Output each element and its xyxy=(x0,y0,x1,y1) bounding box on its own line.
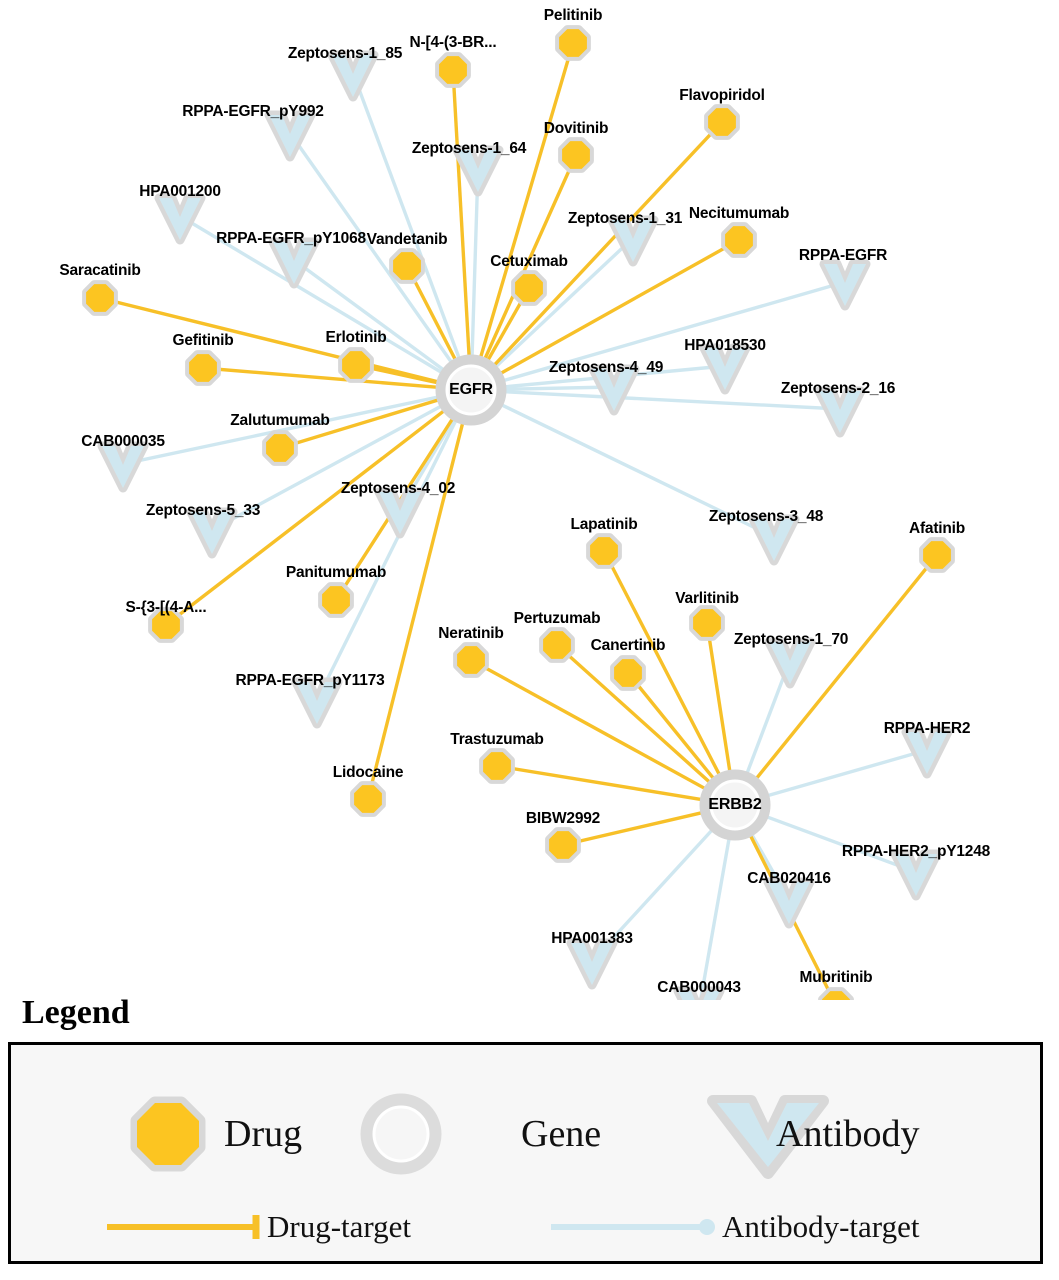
antibody-label-rppa-her2-py1248: RPPA-HER2_pY1248 xyxy=(841,843,991,860)
antibody-label-rppa-her2: RPPA-HER2 xyxy=(883,720,971,737)
drug-label-neratinib: Neratinib xyxy=(438,625,504,642)
antibody-label-hpa018530: HPA018530 xyxy=(684,337,766,354)
drug-node-pelitinib[interactable] xyxy=(559,29,587,57)
drug-node-gefitinib[interactable] xyxy=(189,354,217,382)
edge-drug-pelitinib xyxy=(479,43,573,361)
gene-label-erbb2: ERBB2 xyxy=(708,796,762,813)
drug-label-gefitinib: Gefitinib xyxy=(172,332,234,349)
legend-drug-target-label: Drug-target xyxy=(267,1209,412,1244)
edge-antibody-rppa-egfr-py1173 xyxy=(317,417,458,700)
antibody-label-hpa001200: HPA001200 xyxy=(139,183,221,200)
drug-label-panitumumab: Panitumumab xyxy=(285,564,387,581)
drug-label-mubritinib: Mubritinib xyxy=(799,969,873,986)
drug-label-s-3-4-a: S-{3-[(4-A... xyxy=(125,599,207,616)
drug-label-pelitinib: Pelitinib xyxy=(543,7,603,24)
drug-label-cetuximab: Cetuximab xyxy=(490,253,568,270)
antibody-label-zeptosens-1-31: Zeptosens-1_31 xyxy=(567,210,683,227)
antibody-label-zeptosens-1-70: Zeptosens-1_70 xyxy=(733,631,849,648)
drug-node-pertuzumab[interactable] xyxy=(543,631,571,659)
edge-antibody-zeptosens-1-85 xyxy=(353,73,461,362)
antibody-label-zeptosens-4-49: Zeptosens-4_49 xyxy=(548,359,664,376)
edge-drug-varlitinib xyxy=(707,623,730,775)
edge-antibody-rppa-her2 xyxy=(764,750,927,797)
drug-node-panitumumab[interactable] xyxy=(322,586,350,614)
antibody-label-zeptosens-2-16: Zeptosens-2_16 xyxy=(780,380,896,397)
drug-node-cetuximab[interactable] xyxy=(515,274,543,302)
drug-node-n-4-3-br[interactable] xyxy=(439,56,467,84)
antibody-label-zeptosens-5-33: Zeptosens-5_33 xyxy=(145,502,261,519)
drug-node-varlitinib[interactable] xyxy=(693,609,721,637)
drug-label-canertinib: Canertinib xyxy=(590,637,666,654)
antibody-label-hpa001383: HPA001383 xyxy=(551,930,633,947)
drug-label-varlitinib: Varlitinib xyxy=(675,590,739,607)
antibody-label-zeptosens-3-48: Zeptosens-3_48 xyxy=(708,508,824,525)
drug-label-erlotinib: Erlotinib xyxy=(325,329,387,346)
gene-label-egfr: EGFR xyxy=(449,381,493,398)
drug-node-trastuzumab[interactable] xyxy=(483,752,511,780)
drug-node-flavopiridol[interactable] xyxy=(708,108,736,136)
legend-antibody-edge xyxy=(551,1219,715,1235)
drug-label-flavopiridol: Flavopiridol xyxy=(679,87,765,104)
drug-node-canertinib[interactable] xyxy=(614,659,642,687)
antibody-label-rppa-egfr: RPPA-EGFR xyxy=(798,247,888,264)
edge-drug-canertinib xyxy=(628,673,716,782)
drug-label-dovitinib: Dovitinib xyxy=(543,120,609,137)
antibody-label-zeptosens-1-85: Zeptosens-1_85 xyxy=(287,45,403,62)
drug-label-lapatinib: Lapatinib xyxy=(570,516,638,533)
drug-label-necitumumab: Necitumumab xyxy=(688,205,790,222)
drug-label-saracatinib: Saracatinib xyxy=(59,262,141,279)
drug-node-erlotinib[interactable] xyxy=(342,351,370,379)
legend-antibody-target-label: Antibody-target xyxy=(722,1209,920,1244)
drug-node-necitumumab[interactable] xyxy=(725,226,753,254)
legend-title: Legend xyxy=(22,994,130,1031)
antibody-label-zeptosens-4-02: Zeptosens-4_02 xyxy=(340,480,456,497)
legend-gene-icon xyxy=(367,1100,435,1168)
drug-node-neratinib[interactable] xyxy=(457,646,485,674)
drug-label-bibw2992: BIBW2992 xyxy=(525,810,601,827)
drug-label-trastuzumab: Trastuzumab xyxy=(450,731,544,748)
edge-antibody-cab000043 xyxy=(699,835,730,1000)
antibody-label-cab000035: CAB000035 xyxy=(81,433,165,450)
antibody-label-cab020416: CAB020416 xyxy=(747,870,831,887)
drug-node-afatinib[interactable] xyxy=(923,541,951,569)
antibody-label-rppa-egfr-py1173: RPPA-EGFR_pY1173 xyxy=(235,672,385,689)
drug-node-vandetanib[interactable] xyxy=(393,252,421,280)
drug-node-lidocaine[interactable] xyxy=(354,785,382,813)
antibody-label-rppa-egfr-py992: RPPA-EGFR_pY992 xyxy=(182,103,324,120)
legend-drug-edge xyxy=(107,1215,257,1239)
drug-label-n-4-3-br: N-[4-(3-BR... xyxy=(409,34,497,51)
legend-drug-label: Drug xyxy=(224,1113,303,1155)
legend-drug-icon xyxy=(137,1103,199,1165)
drug-node-saracatinib[interactable] xyxy=(86,284,114,312)
legend-gene-label: Gene xyxy=(521,1113,602,1155)
drug-node-zalutumumab[interactable] xyxy=(266,434,294,462)
edge-drug-flavopiridol xyxy=(492,122,722,368)
drug-node-lapatinib[interactable] xyxy=(590,537,618,565)
drug-node-dovitinib[interactable] xyxy=(562,141,590,169)
edge-drug-gefitinib xyxy=(203,368,441,388)
legend-antibody-label: Antibody xyxy=(776,1113,920,1155)
drug-label-afatinib: Afatinib xyxy=(908,520,966,537)
drug-label-zalutumumab: Zalutumumab xyxy=(230,412,330,429)
drug-label-vandetanib: Vandetanib xyxy=(366,231,448,248)
edge-drug-n-4-3-br xyxy=(453,70,469,360)
edge-antibody-zeptosens-1-64 xyxy=(472,168,478,360)
antibody-label-zeptosens-1-64: Zeptosens-1_64 xyxy=(411,140,527,157)
legend-panel xyxy=(8,1042,1043,1264)
drug-label-pertuzumab: Pertuzumab xyxy=(513,610,601,627)
drug-node-bibw2992[interactable] xyxy=(549,831,577,859)
drug-label-lidocaine: Lidocaine xyxy=(332,764,404,781)
antibody-label-rppa-egfr-py1068: RPPA-EGFR_pY1068 xyxy=(216,230,366,247)
edge-antibody-zeptosens-4-49 xyxy=(501,387,614,389)
antibody-label-cab000043: CAB000043 xyxy=(657,979,741,996)
